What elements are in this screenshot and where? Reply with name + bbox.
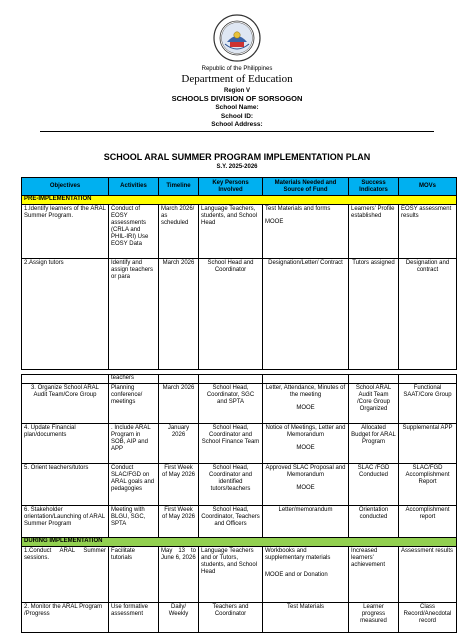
mov-cell: Assessment results	[399, 547, 457, 603]
materials-cell	[263, 384, 349, 424]
section-row	[22, 538, 457, 547]
table-row	[22, 259, 457, 370]
plan-table-part1	[21, 177, 457, 370]
materials-text: Workbooks and supplementary materials	[265, 548, 331, 561]
activity-cell: teachers	[109, 375, 159, 384]
objective-cell: 2.Assign tutors	[22, 259, 109, 370]
fund-source-text: MOOE	[296, 405, 315, 411]
materials-text: Letter, Attendance, Minutes of the meeting	[265, 385, 346, 398]
activity-cell: Conduct SLAC/FGD on ARAL goals and pedagogies	[109, 464, 159, 506]
success-cell: Tutors assigned	[349, 259, 399, 370]
school-name-label: School Name:	[215, 104, 259, 111]
objective-cell: 3. Organize School ARAL Audit Team/Core Group	[22, 384, 109, 424]
republic-text: Republic of the Philippines	[201, 66, 273, 72]
materials-cell	[263, 424, 349, 464]
timeline-cell: Daily/ Weekly	[159, 603, 199, 633]
mov-cell: Class Record/Anecdotal record	[399, 603, 457, 633]
mov-cell: EOSY assessment results	[399, 205, 457, 259]
key-persons-cell: Teachers and Coordinator	[199, 603, 263, 633]
key-persons-cell: School Head, Coordinator and School Finance Team	[199, 424, 263, 464]
table-row	[22, 464, 457, 506]
table-row	[22, 547, 457, 603]
column-header: Objectives	[22, 178, 109, 196]
key-persons-cell: Language Teachers, students, and School Head	[199, 205, 263, 259]
materials-cell: Designation/Letter/ Contract	[263, 259, 349, 370]
section-row	[22, 196, 457, 205]
table-row	[22, 384, 457, 424]
activity-cell: Facilitate tutorials	[109, 547, 159, 603]
activity-cell: Meeting with BLGU, SGC, SPTA	[109, 506, 159, 538]
activity-cell: Planning conference/ meetings	[109, 384, 159, 424]
column-header: Success Indicators	[349, 178, 399, 196]
plan-title: SCHOOL ARAL SUMMER PROGRAM IMPLEMENTATION PLAN	[103, 152, 371, 162]
success-cell: Increased learners' achievement	[349, 547, 399, 603]
activity-cell: Conduct of EOSY assessments (CRLA and PHIL-IRI) Use EOSY Data	[109, 205, 159, 259]
activity-cell: . Include ARAL Program in SOB, AIP and APP	[109, 424, 159, 464]
materials-cell	[263, 205, 349, 259]
success-cell: Learner progress measured	[349, 603, 399, 633]
column-header: MOVs	[399, 178, 457, 196]
materials-cell: Test Materials	[263, 603, 349, 633]
objective-cell: 1.Identify learners of the ARAL Summer Program.	[22, 205, 109, 259]
timeline-cell: March 2026	[159, 384, 199, 424]
success-cell: Orientation conducted	[349, 506, 399, 538]
header-divider	[40, 131, 434, 132]
materials-cell: Letter/memorandum	[263, 506, 349, 538]
objective-cell: 6. Stakeholder orientation/Launching of ARAL Summer Program	[22, 506, 109, 538]
table-row	[22, 424, 457, 464]
timeline-cell: January 2026	[159, 424, 199, 464]
table-header-row	[22, 178, 457, 196]
table-row	[22, 506, 457, 538]
table-row	[22, 375, 457, 384]
activity-cell: Identify and assign teachers or para	[109, 259, 159, 370]
fund-source-text: MOOE	[296, 485, 315, 491]
success-cell: SLAC /FGD Conducted	[349, 464, 399, 506]
timeline-cell: First Week of May 2026	[159, 464, 199, 506]
mov-cell: Accomplishment report	[399, 506, 457, 538]
materials-cell	[263, 464, 349, 506]
plan-table-part2	[21, 374, 457, 633]
success-cell: Learners' Profile established	[349, 205, 399, 259]
column-header: Activities	[109, 178, 159, 196]
objective-cell: 4. Update Financial plan/documents	[22, 424, 109, 464]
fund-source-text: MOOE	[296, 445, 315, 451]
fund-source-text: MOOE and or Donation	[265, 572, 328, 578]
column-header: Key Persons Involved	[199, 178, 263, 196]
school-address-label: School Address:	[211, 121, 263, 128]
fund-source-text: MOOE	[265, 219, 284, 225]
objective-cell: 1.Conduct ARAL Summer sessions.	[22, 547, 109, 603]
key-persons-cell: School Head, Coordinator, SGC and SPTA	[199, 384, 263, 424]
column-header: Materials Needed and Source of Fund	[263, 178, 349, 196]
activity-cell: Use formative assessment	[109, 603, 159, 633]
materials-text: Approved SLAC Proposal and Memorandum	[265, 465, 346, 478]
section-label: PRE-IMPLEMENTATION	[22, 196, 457, 205]
department-name: Department of Education	[181, 73, 293, 85]
materials-cell	[263, 547, 349, 603]
table-row	[22, 603, 457, 633]
mov-cell: Functional SAAT/Core Group	[399, 384, 457, 424]
success-cell: School ARAL Audit Team /Core Group Organized	[349, 384, 399, 424]
timeline-cell: First Week of May 2026	[159, 506, 199, 538]
mov-cell: SLAC/FGD Accomplishment Report	[399, 464, 457, 506]
timeline-cell: March 2026/ as scheduled	[159, 205, 199, 259]
mov-cell: Supplemental APP	[399, 424, 457, 464]
key-persons-cell: School Head, Coordinator, Teachers and Officers	[199, 506, 263, 538]
deped-seal-icon	[213, 14, 261, 62]
column-header: Timeline	[159, 178, 199, 196]
table-row	[22, 205, 457, 259]
key-persons-cell: Language Teachers and or Tutors, students, and School Head	[199, 547, 263, 603]
materials-text: Test Materials and forms	[265, 206, 331, 212]
materials-text: Notice of Meetings, Letter and Memorandum	[265, 425, 346, 438]
timeline-cell: May 13 to June 6, 2026	[159, 547, 199, 603]
school-id-label: School ID:	[220, 113, 254, 120]
timeline-cell: March 2026	[159, 259, 199, 370]
mov-cell: Designation and contract	[399, 259, 457, 370]
success-cell: Allocated Budget for ARAL Program	[349, 424, 399, 464]
objective-cell: 5. Orient teachers/tutors	[22, 464, 109, 506]
section-label: DURING IMPLEMENTATION	[22, 538, 457, 547]
division-name: SCHOOLS DIVISION OF SORSOGON	[171, 94, 303, 103]
region-text: Region V	[223, 88, 250, 94]
key-persons-cell: School Head and Coordinator	[199, 259, 263, 370]
school-year: S.Y. 2025-2026	[216, 164, 258, 170]
key-persons-cell: School Head, Coordinator and identified tutors/teachers	[199, 464, 263, 506]
objective-cell: 2. Monitor the ARAL Program /Progress	[22, 603, 109, 633]
